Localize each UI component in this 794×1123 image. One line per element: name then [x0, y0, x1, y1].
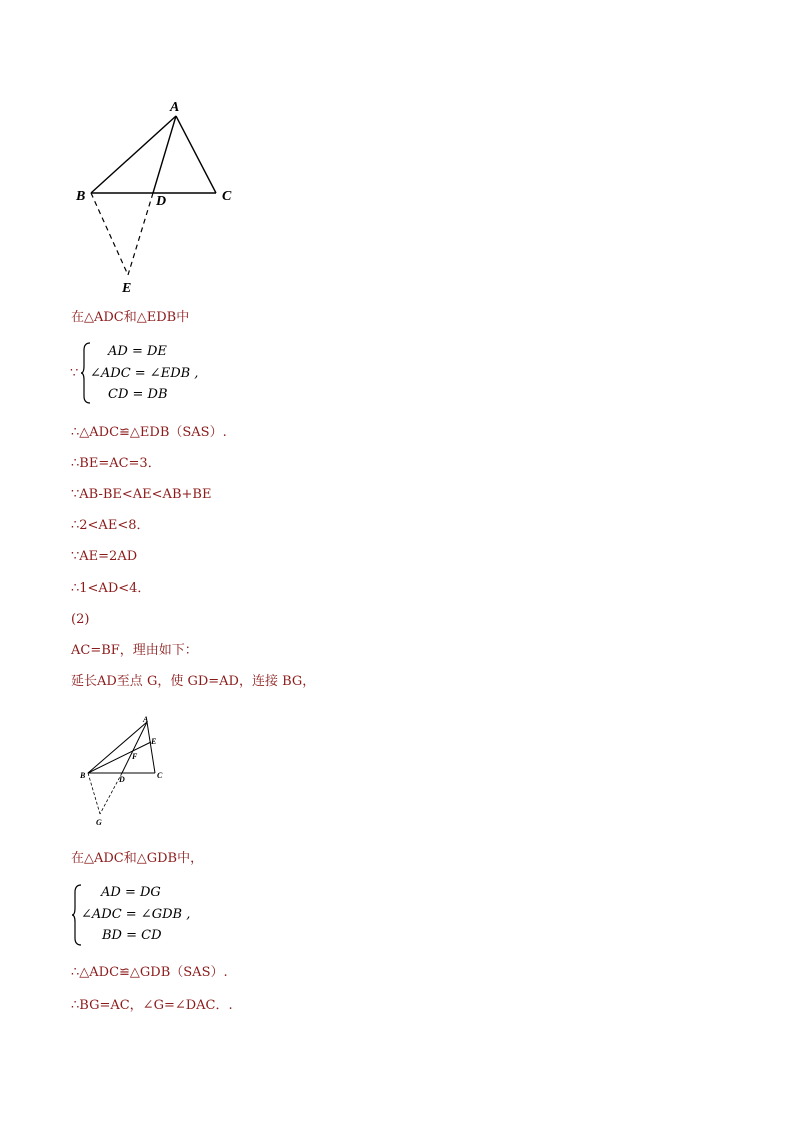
triangle-figure-1: [60, 95, 260, 300]
text-line-6: ∵AE=2AD: [71, 549, 138, 564]
text-line-12: ∴△ADC≌△GDB（SAS）.: [71, 965, 228, 980]
system1-row-2: ∠ADC = ∠EDB ,: [90, 366, 199, 381]
segment-ad: [153, 116, 176, 193]
text-line-10: 延长AD至点 G，使 GD=AD，连接 BG，: [71, 674, 316, 689]
segment-de-dashed: [128, 193, 153, 275]
text-line-1: 在△ADC和△EDB中: [71, 310, 190, 325]
text-line-7: ∴1<AD<4．: [71, 581, 151, 596]
system1-row-1: AD = DE: [108, 344, 167, 359]
text-line-11: 在△ADC和△GDB中，: [71, 851, 204, 866]
svg-text:F: F: [132, 752, 138, 761]
text-line-9: AC=BF，理由如下：: [71, 643, 198, 658]
text-line-4: ∵AB-BE<AE<AB+BE: [71, 487, 212, 502]
segment-ac: [176, 116, 216, 193]
label-b: B: [76, 189, 86, 204]
label-d: D: [156, 194, 167, 209]
text-line-13: ∴BG=AC，∠G=∠DAC．.: [71, 998, 233, 1013]
svg-text:B: B: [80, 771, 86, 780]
segment-be-dashed: [91, 193, 128, 275]
text-line-5: ∴2<AE<8．: [71, 518, 150, 533]
label-a: A: [170, 100, 180, 115]
system2-row-2: ∠ADC = ∠GDB ,: [81, 907, 191, 922]
system2-row-3: BD = CD: [102, 928, 162, 943]
label-e: E: [122, 281, 132, 296]
because-symbol: ∵: [70, 366, 79, 381]
svg-text:G: G: [96, 818, 102, 827]
system2-row-1: AD = DG: [101, 885, 161, 900]
triangle-figure-2: [75, 712, 175, 830]
segment-ab: [91, 116, 176, 193]
text-line-2: ∴△ADC≌△EDB（SAS）.: [71, 425, 227, 440]
svg-text:C: C: [157, 771, 163, 780]
system1-row-3: CD = DB: [108, 387, 168, 402]
label-c: C: [222, 189, 232, 204]
svg-text:D: D: [119, 775, 125, 784]
svg-text:E: E: [151, 737, 157, 746]
svg-text:A: A: [143, 715, 149, 724]
text-line-8: (2): [71, 612, 90, 627]
text-line-3: ∴BE=AC=3．: [71, 456, 161, 471]
